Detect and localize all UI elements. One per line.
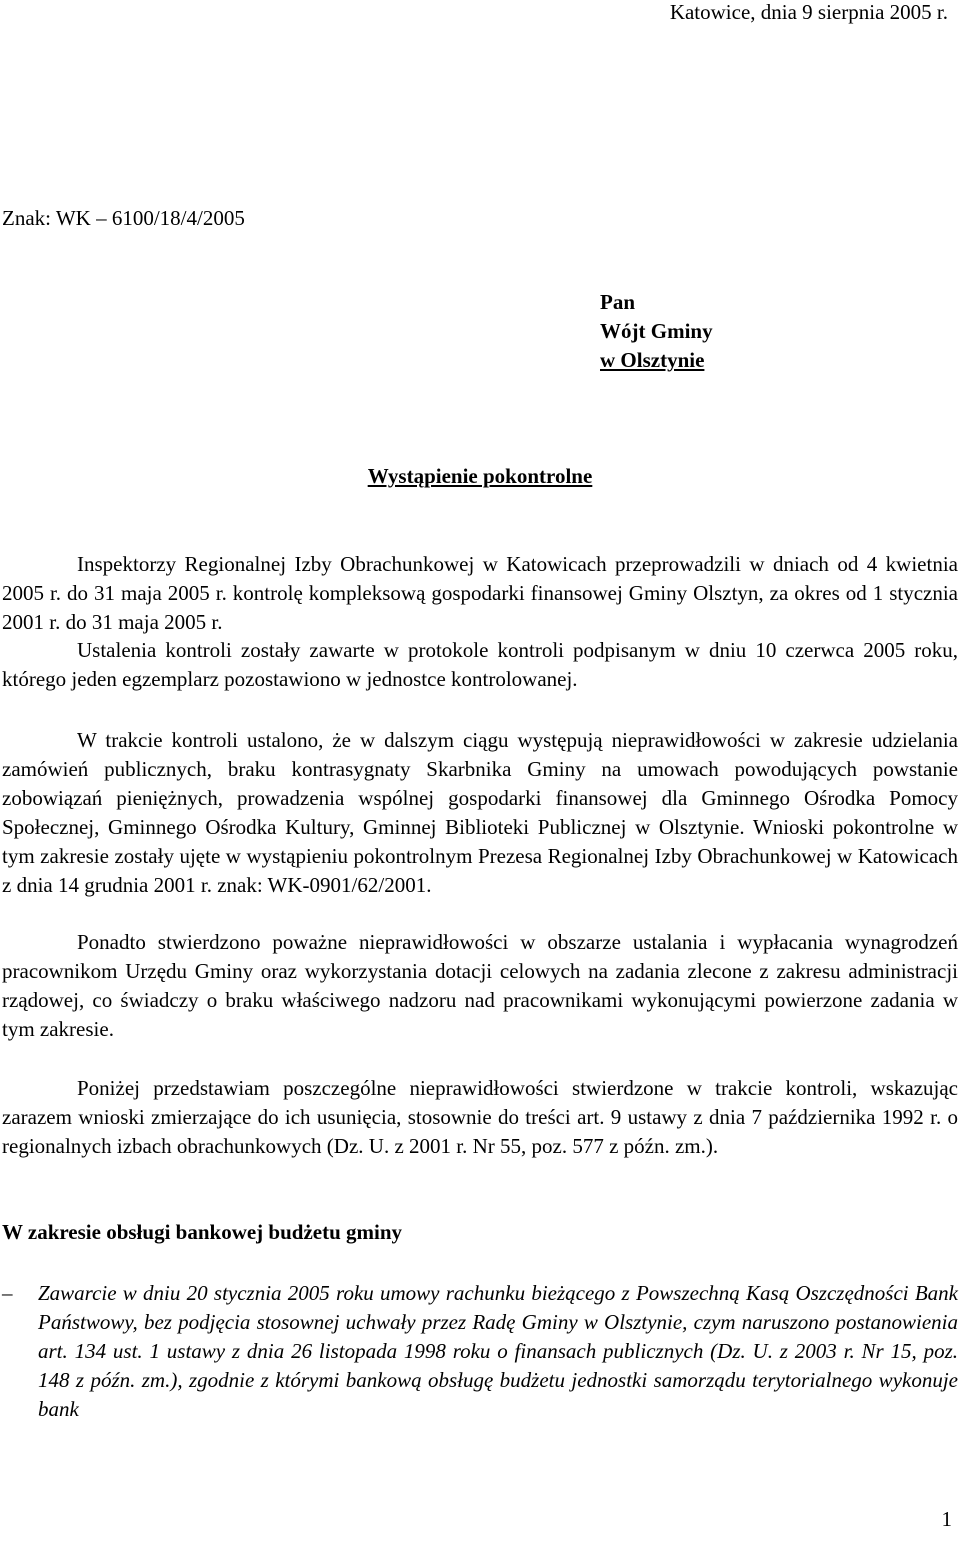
document-title: Wystąpienie pokontrolne — [367, 464, 593, 488]
paragraph-inspection-intro: Inspektorzy Regionalnej Izby Obrachunkowej w Katowicach przeprowadzili w dniach od 4 kwietnia 2005 r. do 31 maja 2005 r. kontrolę kompleksową gospodarki finansowej Gminy Olsztyn, za okres od 1 stycznia 2001 r. do 31 maja 2005 r. — [2, 552, 958, 634]
document-date: Katowice, dnia 9 sierpnia 2005 r. — [669, 0, 948, 24]
paragraph-protocol: Ustalenia kontroli zostały zawarte w protokole kontroli podpisanym w dniu 10 czerwca 2005 roku, którego jeden egzemplarz pozostawiono w jednostce kontrolowanej. — [2, 638, 958, 691]
addressee-title: Wójt Gminy — [600, 319, 713, 343]
paragraph-additional-findings: Ponadto stwierdzono poważne nieprawidłowości w obszarze ustalania i wypłacania wynagrodzeń pracownikom Urzędu Gminy oraz wykorzystania dotacji celowych na zadania zlecone z zakresu administracji rządowej, co świadczy o braku właściwego nadzoru nad pracownikami wykonującymi powierzone zadania w tym zakresie. — [2, 930, 958, 1041]
paragraph-findings: W trakcie kontroli ustalono, że w dalszym ciągu występują nieprawidłowości w zakresie udzielania zamówień publicznych, braku kontrasygnaty Skarbnika Gminy na umowach powodujących powstanie zobowiązań pieniężnych, prowadzenia wspólnej gospodarki finansowej dla Gminnego Ośrodka Pomocy Społecznej, Gminnego Ośrodka Kultury, Gminnej Biblioteki Publicznej w Olsztynie. Wnioski pokontrolne w tym zakresie zostały ujęte w wystąpieniu pokontrolnym Prezesa Regionalnej Izby Obrachunkowej w Katowicach z dnia 14 grudnia 2001 r. znak: WK-0901/62/2001. — [2, 728, 958, 897]
bullet-dash: – — [2, 1281, 13, 1305]
addressee-location: w Olsztynie — [600, 348, 705, 372]
addressee-block — [600, 288, 713, 375]
reference-number: Znak: WK – 6100/18/4/2005 — [2, 206, 245, 230]
addressee-salutation: Pan — [600, 290, 636, 314]
section-heading: W zakresie obsługi bankowej budżetu gminy — [2, 1220, 403, 1244]
list-item — [2, 1279, 958, 1424]
list-item-text: Zawarcie w dniu 20 stycznia 2005 roku umowy rachunku bieżącego z Powszechną Kasą Oszczędności Bank Państwowy, bez podjęcia stosownej uchwały przez Radę Gminy w Olsztynie, czym naruszono postanowienia art. 134 ust. 1 ustawy z dnia 26 listopada 1998 roku o finansach publicznych (Dz. U. z 2003 r. Nr 15, poz. 148 z późn. zm.), zgodnie z którymi bankową obsługę budżetu jednostki samorządu terytorialnego wykonuje bank — [38, 1281, 958, 1421]
paragraph-detailed-list-intro: Poniżej przedstawiam poszczególne nieprawidłowości stwierdzone w trakcie kontroli, wskazując zarazem wnioski zmierzające do ich usunięcia, stosownie do treści art. 9 ustawy z dnia 7 października 1992 r. o regionalnych izbach obrachunkowych (Dz. U. z 2001 r. Nr 55, poz. 577 z późn. zm.). — [2, 1076, 958, 1158]
page-number: 1 — [941, 1507, 952, 1531]
